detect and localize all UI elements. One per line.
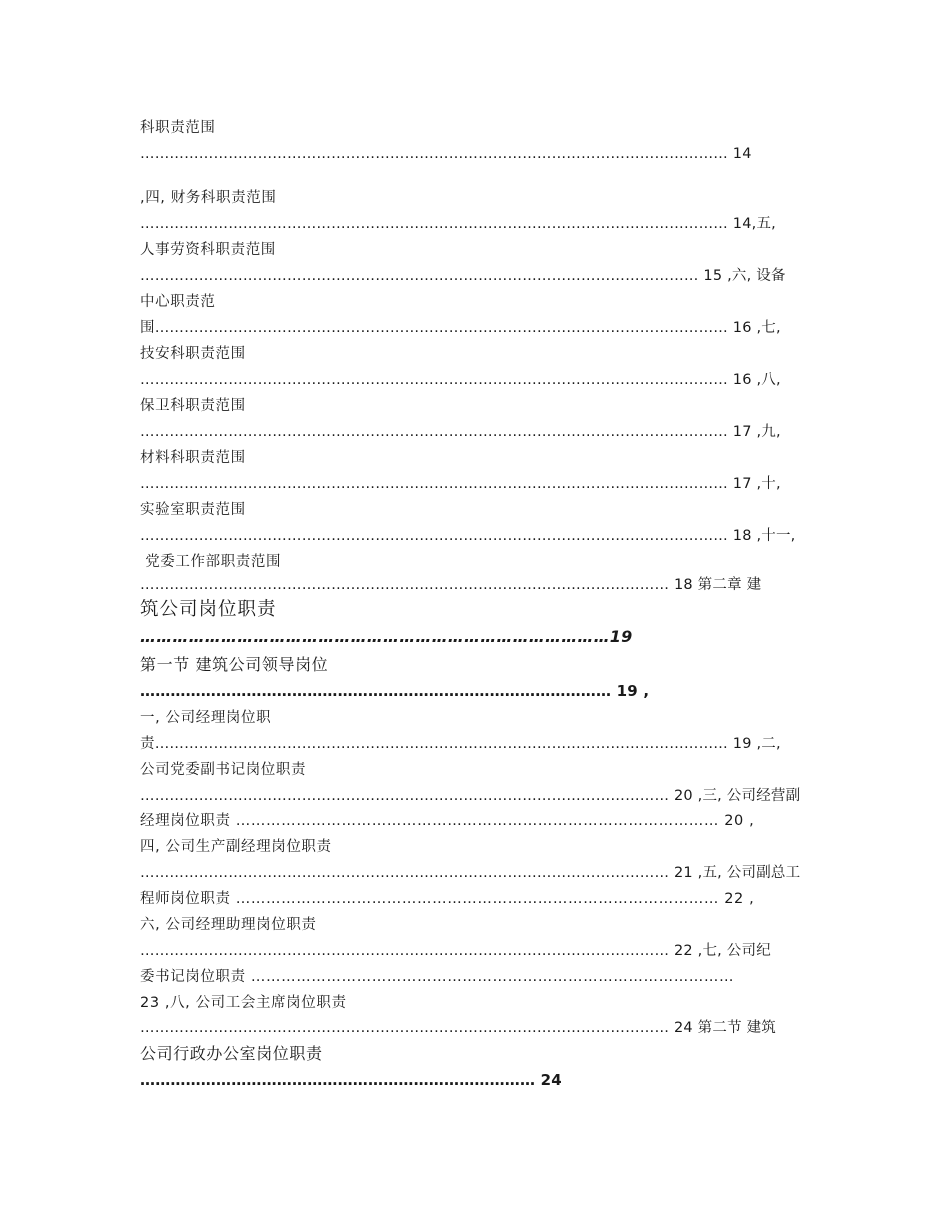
toc-entry-leader: ………………………………………………………………………………………………………… 14 xyxy=(140,146,752,162)
toc-entry-leader: ………………………………………………………………………………………………………… 17 ,十, xyxy=(140,476,781,492)
toc-entry-leader: 责……………………………………………………………………………………………………… 19 ,二, xyxy=(140,736,781,752)
toc-entry-leader: …………………………………………………………………………………………………… 15 ,六, 设备 xyxy=(140,268,786,284)
toc-entry-title: 中心职责范 xyxy=(140,294,216,310)
toc-entry-title: 六, 公司经理助理岗位职责 xyxy=(140,917,317,933)
toc-entry-leader: ………………………………………………………………………………………………………… 18 ,十一, xyxy=(140,528,796,544)
toc-entry-title: 人事劳资科职责范围 xyxy=(140,242,276,258)
toc-entry-title: 程师岗位职责 …………………………………………………………………………………… 22 , xyxy=(140,891,755,907)
toc-entry-leader: ……………………………………………………………………………………………… 21 ,五, 公司副总工 xyxy=(140,865,801,881)
toc-entry-title: ,四, 财务科职责范围 xyxy=(140,190,277,206)
toc-chapter-title: 筑公司岗位职责 xyxy=(140,599,277,620)
toc-entry-title: 一, 公司经理岗位职 xyxy=(140,710,272,726)
toc-entry-title: 委书记岗位职责 …………………………………………………………………………………… xyxy=(140,969,735,985)
toc-section-title: 公司行政办公室岗位职责 xyxy=(140,1044,323,1063)
toc-entry-title: 技安科职责范围 xyxy=(140,346,246,362)
toc-entry-title: 经理岗位职责 …………………………………………………………………………………… 20 , xyxy=(140,813,755,829)
toc-entry-leader: ……………………………………………………………………………………………… 22 ,七, 公司纪 xyxy=(140,943,771,959)
toc-entry-leader: ……………………………………………………………………………………………… 20 ,三, 公司经营副 xyxy=(140,788,801,804)
toc-entry-title: 公司党委副书记岗位职责 xyxy=(140,762,307,778)
toc-entry-leader: ………………………………………………………………………………………………………… 16 ,八, xyxy=(140,372,781,388)
toc-entry-title: 党委工作部职责范围 xyxy=(140,554,282,570)
toc-entry-title: 科职责范围 xyxy=(140,120,216,136)
toc-section-title: 第一节 建筑公司领导岗位 xyxy=(140,655,329,674)
toc-section-leader: …………………………………………………………………… 24 xyxy=(140,1071,562,1089)
toc-entry-title: 四, 公司生产副经理岗位职责 xyxy=(140,839,332,855)
toc-section-leader: ………………………………………………………………………………… 19 , xyxy=(140,682,650,700)
toc-entry-leader: 围……………………………………………………………………………………………………… 16 ,七, xyxy=(140,320,781,336)
toc-entry-leader: ………………………………………………………………………………………………………… 17 ,九, xyxy=(140,424,781,440)
toc-entry-title: 保卫科职责范围 xyxy=(140,398,246,414)
toc-entry-title: 材料科职责范围 xyxy=(140,450,246,466)
toc-entry-leader: ……………………………………………………………………………………………… 24 第二节 建筑 xyxy=(140,1020,776,1036)
toc-entry-leader: ……………………………………………………………………………………………… 18 第二章 建 xyxy=(140,577,762,593)
toc-entry-title: 实验室职责范围 xyxy=(140,502,246,518)
toc-entry-leader: ………………………………………………………………………………………………………… 14,五, xyxy=(140,216,776,232)
toc-chapter-leader: ……………………………………………………………………………19 xyxy=(140,627,633,646)
toc-entry-title: 23 ,八, 公司工会主席岗位职责 xyxy=(140,995,347,1011)
